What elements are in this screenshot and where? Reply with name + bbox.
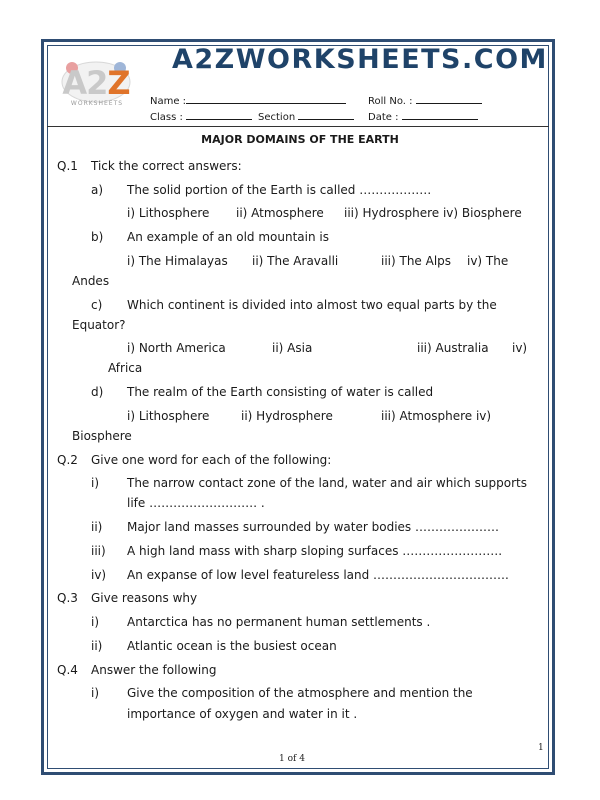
q1d-option-1: i) Lithosphere xyxy=(127,409,210,423)
q3ii-text: Atlantic ocean is the busiest ocean xyxy=(127,639,337,653)
q1c-option-1: i) North America xyxy=(127,341,226,355)
q1c-option-4: iv) xyxy=(512,341,528,355)
q4-number: Q.4 xyxy=(57,663,78,677)
q2ii-text: Major land masses surrounded by water bodies ………………… xyxy=(127,520,499,534)
q2i-label: i) xyxy=(91,476,100,490)
q4-text: Answer the following xyxy=(91,663,217,677)
q1d-option-2: ii) Hydrosphere xyxy=(241,409,333,423)
q4i-text: Give the composition of the atmosphere and mention the xyxy=(127,686,473,700)
q1c-label: c) xyxy=(91,298,103,312)
q2i-text: The narrow contact zone of the land, water and air which supports xyxy=(127,476,527,490)
q1b-option-4-cont: Andes xyxy=(72,274,110,288)
q2-number: Q.2 xyxy=(57,453,78,467)
q1b-option-2: ii) The Aravalli xyxy=(252,254,339,268)
q4i-text-cont: importance of oxygen and water in it . xyxy=(127,707,358,721)
site-brand: A2ZWORKSHEETS.COM xyxy=(172,44,548,75)
q2iii-text: A high land mass with sharp sloping surfaces ……………………. xyxy=(127,544,503,558)
q1c-option-2: ii) Asia xyxy=(272,341,313,355)
page-number: 1 xyxy=(538,743,544,753)
header-divider xyxy=(47,126,549,127)
q1b-option-3: iii) The Alps xyxy=(381,254,452,268)
q1d-label: d) xyxy=(91,385,104,399)
q3i-text: Antarctica has no permanent human settlements . xyxy=(127,615,431,629)
q3ii-label: ii) xyxy=(91,639,103,653)
page-of-count: 1 of 4 xyxy=(279,754,305,764)
q1c-option-4-cont: Africa xyxy=(108,361,143,375)
q1-text: Tick the correct answers: xyxy=(91,159,242,173)
q1a-text: The solid portion of the Earth is called ……………… xyxy=(127,183,432,197)
q1a-option-3: iii) Hydrosphere iv) Biosphere xyxy=(344,206,522,220)
logo-text: A2Z xyxy=(62,64,130,102)
name-blank xyxy=(186,94,346,104)
q3-text: Give reasons why xyxy=(91,591,198,605)
q1a-option-1: i) Lithosphere xyxy=(127,206,210,220)
worksheet-title: MAJOR DOMAINS OF THE EARTH xyxy=(201,133,399,146)
q3i-label: i) xyxy=(91,615,100,629)
q1b-label: b) xyxy=(91,230,104,244)
page-border-inner xyxy=(47,45,549,769)
roll-field: Roll No. : xyxy=(368,94,482,107)
q1b-text: An example of an old mountain is xyxy=(127,230,329,244)
date-field: Date : xyxy=(368,110,478,123)
q1a-option-2: ii) Atmosphere xyxy=(236,206,324,220)
q3-number: Q.3 xyxy=(57,591,78,605)
q1d-option-3: iii) Atmosphere iv) xyxy=(381,409,492,423)
roll-blank xyxy=(416,94,482,104)
q1b-option-1: i) The Himalayas xyxy=(127,254,228,268)
q1d-text: The realm of the Earth consisting of water is called xyxy=(127,385,434,399)
name-field: Name : xyxy=(150,94,346,107)
logo xyxy=(56,58,136,110)
q1c-text-cont: Equator? xyxy=(72,318,126,332)
section-blank xyxy=(298,110,354,120)
date-blank xyxy=(402,110,478,120)
q1d-option-4-cont: Biosphere xyxy=(72,429,132,443)
q2i-text-cont: life ……………………… . xyxy=(127,496,265,510)
q2iv-label: iv) xyxy=(91,568,107,582)
q1-number: Q.1 xyxy=(57,159,78,173)
q2ii-label: ii) xyxy=(91,520,103,534)
logo-subtitle: WORKSHEETS xyxy=(70,100,124,107)
q1a-label: a) xyxy=(91,183,104,197)
class-field: Class : xyxy=(150,110,252,123)
q2iii-label: iii) xyxy=(91,544,106,558)
section-field: Section xyxy=(258,110,354,123)
q2iv-text: An expanse of low level featureless land ……………………………. xyxy=(127,568,509,582)
q4i-label: i) xyxy=(91,686,100,700)
q1c-option-3: iii) Australia xyxy=(417,341,489,355)
q2-text: Give one word for each of the following: xyxy=(91,453,332,467)
q1c-text: Which continent is divided into almost two equal parts by the xyxy=(127,298,497,312)
class-blank xyxy=(186,110,252,120)
q1b-option-4: iv) The xyxy=(467,254,509,268)
